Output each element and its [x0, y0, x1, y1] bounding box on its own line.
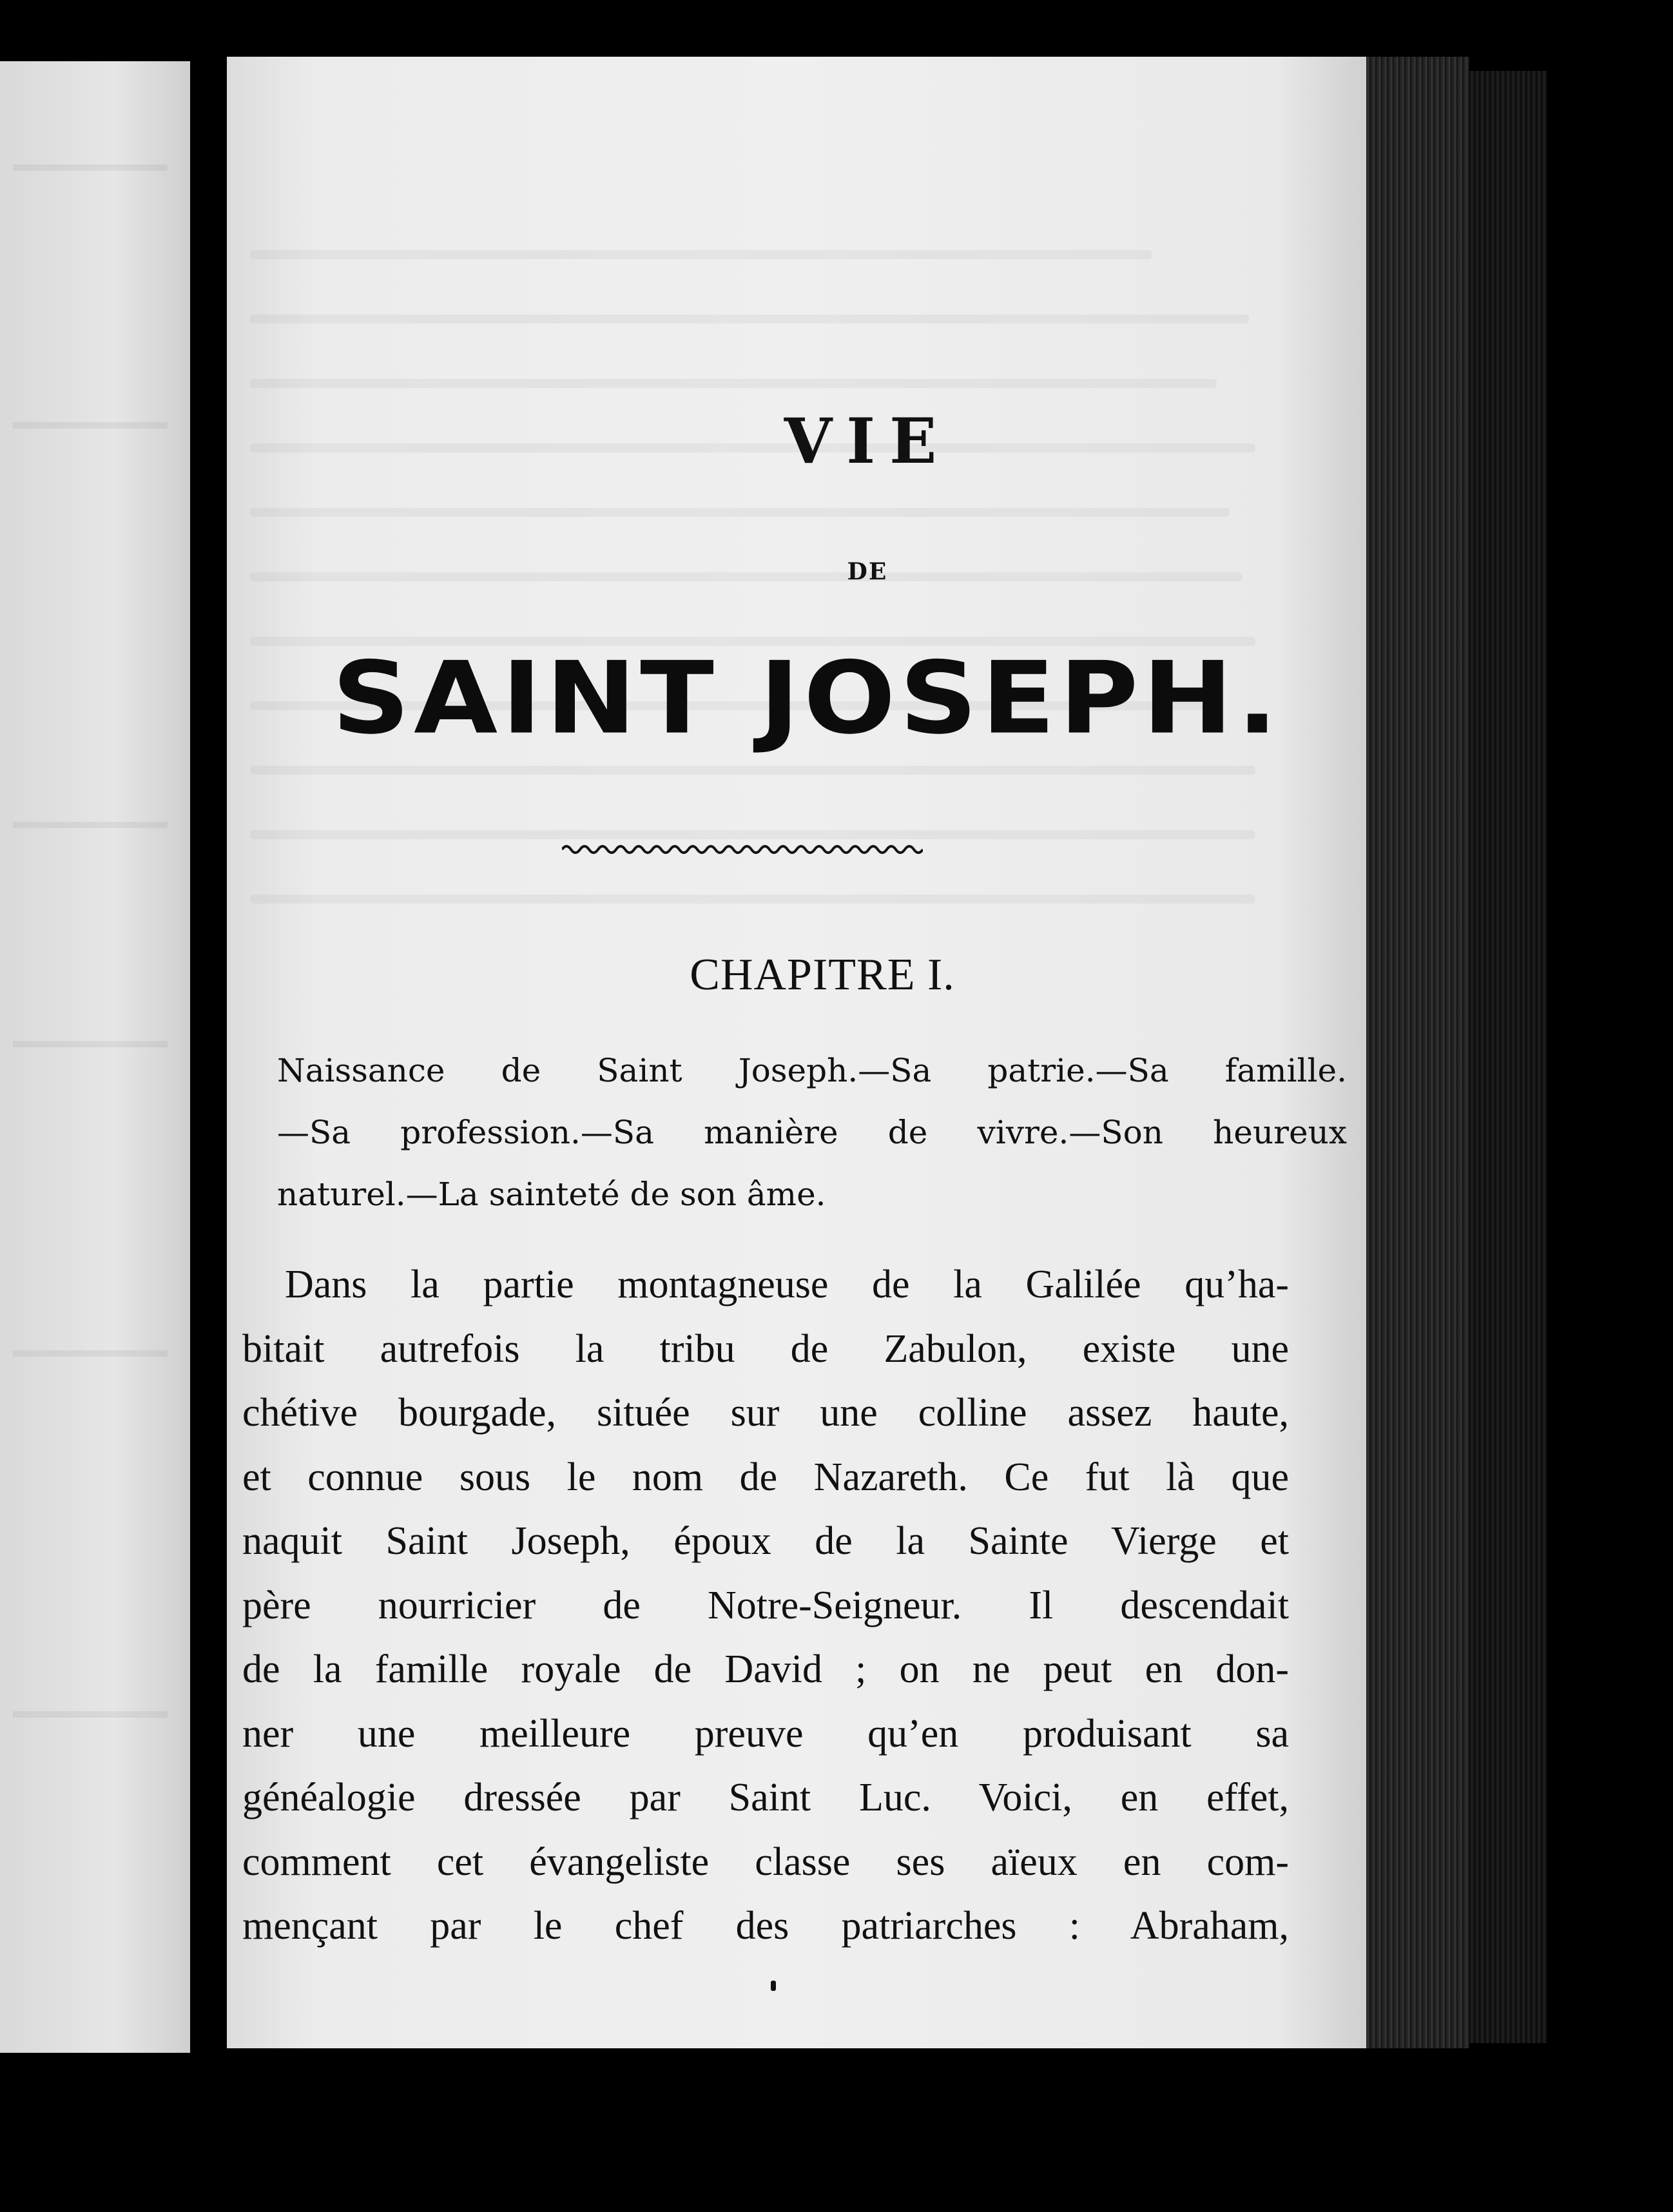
- faint-text-mark: [13, 1350, 168, 1357]
- faint-text-mark: [13, 422, 168, 429]
- body-line: bitait autrefois la tribu de Zabulon, existe une: [242, 1326, 1289, 1371]
- summary-line: naturel.—La sainteté de son âme.: [277, 1176, 826, 1213]
- body-line: mençant par le chef des patriarches : Abraham,: [242, 1904, 1289, 1948]
- page-title: SAINT JOSEPH.: [332, 640, 1282, 757]
- book-page: [227, 57, 1366, 2048]
- body-line: généalogie dressée par Saint Luc. Voici, en effet,: [242, 1776, 1289, 1819]
- title-vie: VIE: [784, 405, 951, 478]
- binding-shadow: [1469, 71, 1547, 2043]
- body-line: et connue sous le nom de Nazareth. Ce fut là que: [242, 1455, 1289, 1499]
- body-paragraph: [242, 1253, 1289, 1959]
- faint-text-mark: [13, 1711, 168, 1718]
- page-edge-stack: [1366, 57, 1469, 2048]
- wavy-rule-ornament: [562, 840, 923, 859]
- chapter-summary: [277, 1040, 1347, 1225]
- title-connector: DE: [847, 558, 888, 585]
- body-line: de la famille royale de David ; on ne peut en don-: [242, 1647, 1289, 1691]
- printer-mark: [771, 1981, 776, 1991]
- summary-line: Naissance de Saint Joseph.—Sa patrie.—Sa famille.: [277, 1052, 1347, 1089]
- chapter-heading: CHAPITRE I.: [690, 950, 955, 1000]
- summary-line: —Sa profession.—Sa manière de vivre.—Son heureux: [277, 1114, 1347, 1151]
- faint-text-mark: [13, 822, 168, 828]
- faint-text-mark: [13, 164, 168, 171]
- body-line: Dans la partie montagneuse de la Galilée qu’ha-: [285, 1263, 1289, 1306]
- body-line: père nourricier de Notre-Seigneur. Il descendait: [242, 1583, 1289, 1627]
- body-line: comment cet évangeliste classe ses aïeux en com-: [242, 1839, 1289, 1884]
- page-content: [227, 57, 1366, 2048]
- body-line: naquit Saint Joseph, époux de la Sainte Vierge et: [242, 1519, 1289, 1563]
- faint-text-mark: [13, 1041, 168, 1047]
- body-line: chétive bourgade, située sur une colline assez haute,: [242, 1391, 1289, 1435]
- body-line: ner une meilleure preuve qu’en produisant sa: [242, 1711, 1289, 1756]
- left-facing-page: [0, 61, 190, 2053]
